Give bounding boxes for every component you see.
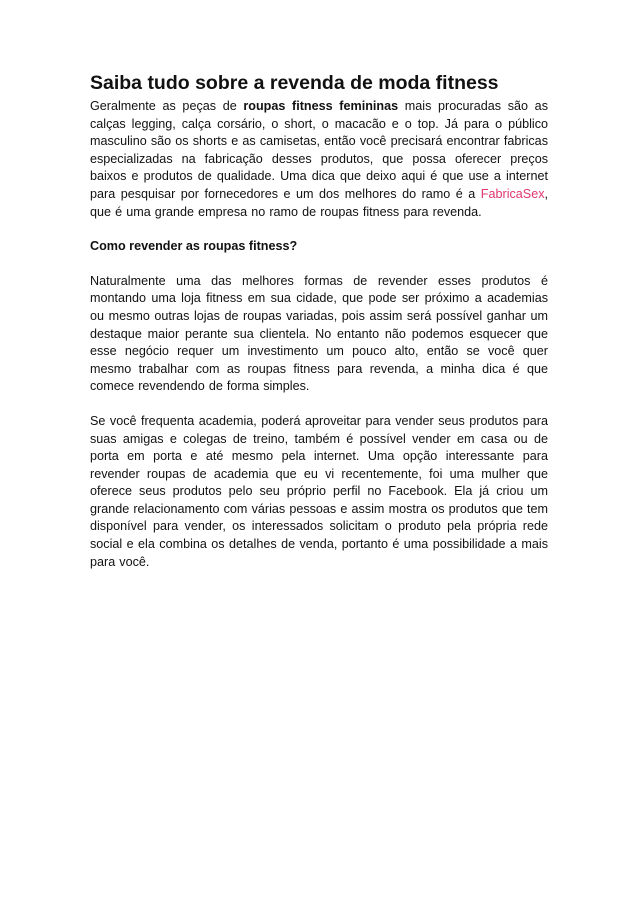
paragraph-intro-text-3: , que é uma grande empresa no ramo de roupas fitness para revenda.	[90, 186, 548, 219]
fabricasex-link[interactable]: FabricaSex	[480, 186, 545, 201]
paragraph-spacer	[90, 396, 548, 413]
paragraph-selling-options: Se você frequenta academia, poderá aproveitar para vender seus produtos para suas amigas e colegas de treino, também é possível vender em casa ou de porta em porta e até mesmo pela internet. Uma opção interessante para revender roupas de academia que eu vi recentemente, foi uma mulher que oferece seus produtos pelo seu próprio perfil no Facebook. Ela já criou um grande relacionamento com várias pessoas e assim mostra os produtos que tem disponível para vender, os interessados solicitam o produto pela própria rede social e ela combina os detalhes de venda, portanto é uma possibilidade a mais para você.	[90, 413, 548, 569]
document-title: Saiba tudo sobre a revenda de moda fitness	[90, 72, 499, 94]
paragraph-intro	[90, 98, 548, 221]
document-page	[90, 72, 548, 571]
paragraph-intro-text-1: Geralmente as peças de	[90, 99, 244, 113]
paragraph-how-to-resell: Naturalmente uma das melhores formas de revender esses produtos é montando uma loja fitness em sua cidade, que pode ser próximo a academias ou mesmo outras lojas de roupas variadas, pois assim será possível ganhar um destaque maior perante sua clientela. No entanto não podemos esquecer que esse negócio requer um investimento um pouco alto, então se você quer mesmo trabalhar com as roupas fitness para revenda, a minha dica é que comece revendendo de forma simples.	[90, 273, 548, 394]
section-subheading: Como revender as roupas fitness?	[90, 239, 298, 254]
paragraph-intro-text-2: mais procuradas são as calças legging, calça corsário, o short, o macacão e o top. Já para o público masculino são os shorts e as camisetas, então você precisará encontrar fabricas especializadas na fabricação desses produtos, que possa oferecer preços baixos e produtos de qualidade. Uma dica que deixo aqui é que use a internet para pesquisar por fornecedores e um dos melhores do ramo é a	[90, 99, 548, 201]
bold-keyword: roupas fitness femininas	[243, 99, 399, 113]
